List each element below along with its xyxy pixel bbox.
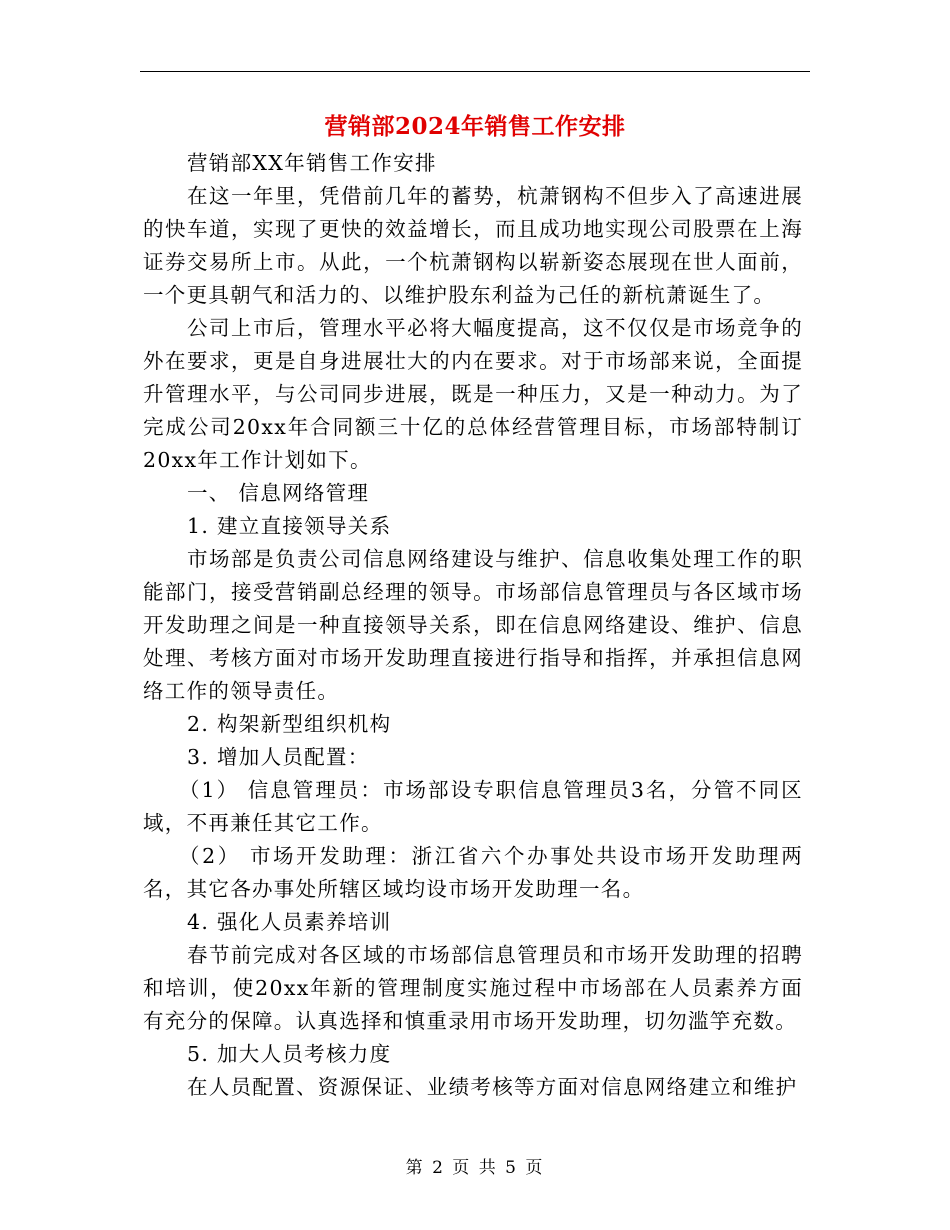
paragraph-intro: 在这一年里，凭借前几年的蓄势，杭萧钢构不但步入了高速进展的快车道，实现了更快的效益增长，而且成功地实现公司股票在上海证券交易所上市。从此，一个杭萧钢构以崭新姿态展现在世人面前，一个更具朝气和活力的、以维护股东利益为己任的新杭萧诞生了。 [143, 184, 803, 307]
header-rule [140, 71, 810, 72]
paragraph-subtitle: 营销部XX年销售工作安排 [187, 151, 437, 175]
sub-item-2: （2） 市场开发助理：浙江省六个办事处共设市场开发助理两名，其它各办事处所辖区域均设市场开发助理一名。 [143, 844, 803, 901]
item-heading-3: 3. 增加人员配置： [187, 745, 370, 769]
sub-item-1: （1） 信息管理员：市场部设专职信息管理员3名，分管不同区域，不再兼任其它工作。 [143, 778, 803, 835]
document-body [143, 147, 803, 1104]
item-heading-4: 4. 强化人员素养培训 [187, 910, 392, 934]
page-footer [0, 1153, 950, 1178]
section-heading-info-network: 一、 信息网络管理 [187, 481, 370, 505]
item-heading-2: 2. 构架新型组织机构 [187, 712, 392, 736]
item-heading-5: 5. 加大人员考核力度 [187, 1042, 392, 1066]
paragraph-training: 春节前完成对各区域的市场部信息管理员和市场开发助理的招聘和培训，使20xx年新的管理制度实施过程中市场部在人员素养方面有充分的保障。认真选择和慎重录用市场开发助理，切勿滥竽充数。 [143, 943, 803, 1033]
document-title: 营销部2024年销售工作安排 [324, 113, 626, 140]
paragraph-assessment: 在人员配置、资源保证、业绩考核等方面对信息网络建立和维护 [187, 1075, 798, 1099]
item-heading-1: 1. 建立直接领导关系 [187, 514, 392, 538]
paragraph-listing: 公司上市后，管理水平必将大幅度提高，这不仅仅是市场竞争的外在要求，更是自身进展壮大的内在要求。对于市场部来说，全面提升管理水平，与公司同步进展，既是一种压力，又是一种动力。为了完成公司20xx年合同额三十亿的总体经营管理目标，市场部特制订20xx年工作计划如下。 [143, 316, 803, 472]
paragraph-market-dept: 市场部是负责公司信息网络建设与维护、信息收集处理工作的职能部门，接受营销副总经理的领导。市场部信息管理员与各区域市场开发助理之间是一种直接领导关系，即在信息网络建设、维护、信息处理、考核方面对市场开发助理直接进行指导和指挥，并承担信息网络工作的领导责任。 [143, 547, 803, 703]
page-number: 第 2 页 共 5 页 [405, 1158, 545, 1178]
